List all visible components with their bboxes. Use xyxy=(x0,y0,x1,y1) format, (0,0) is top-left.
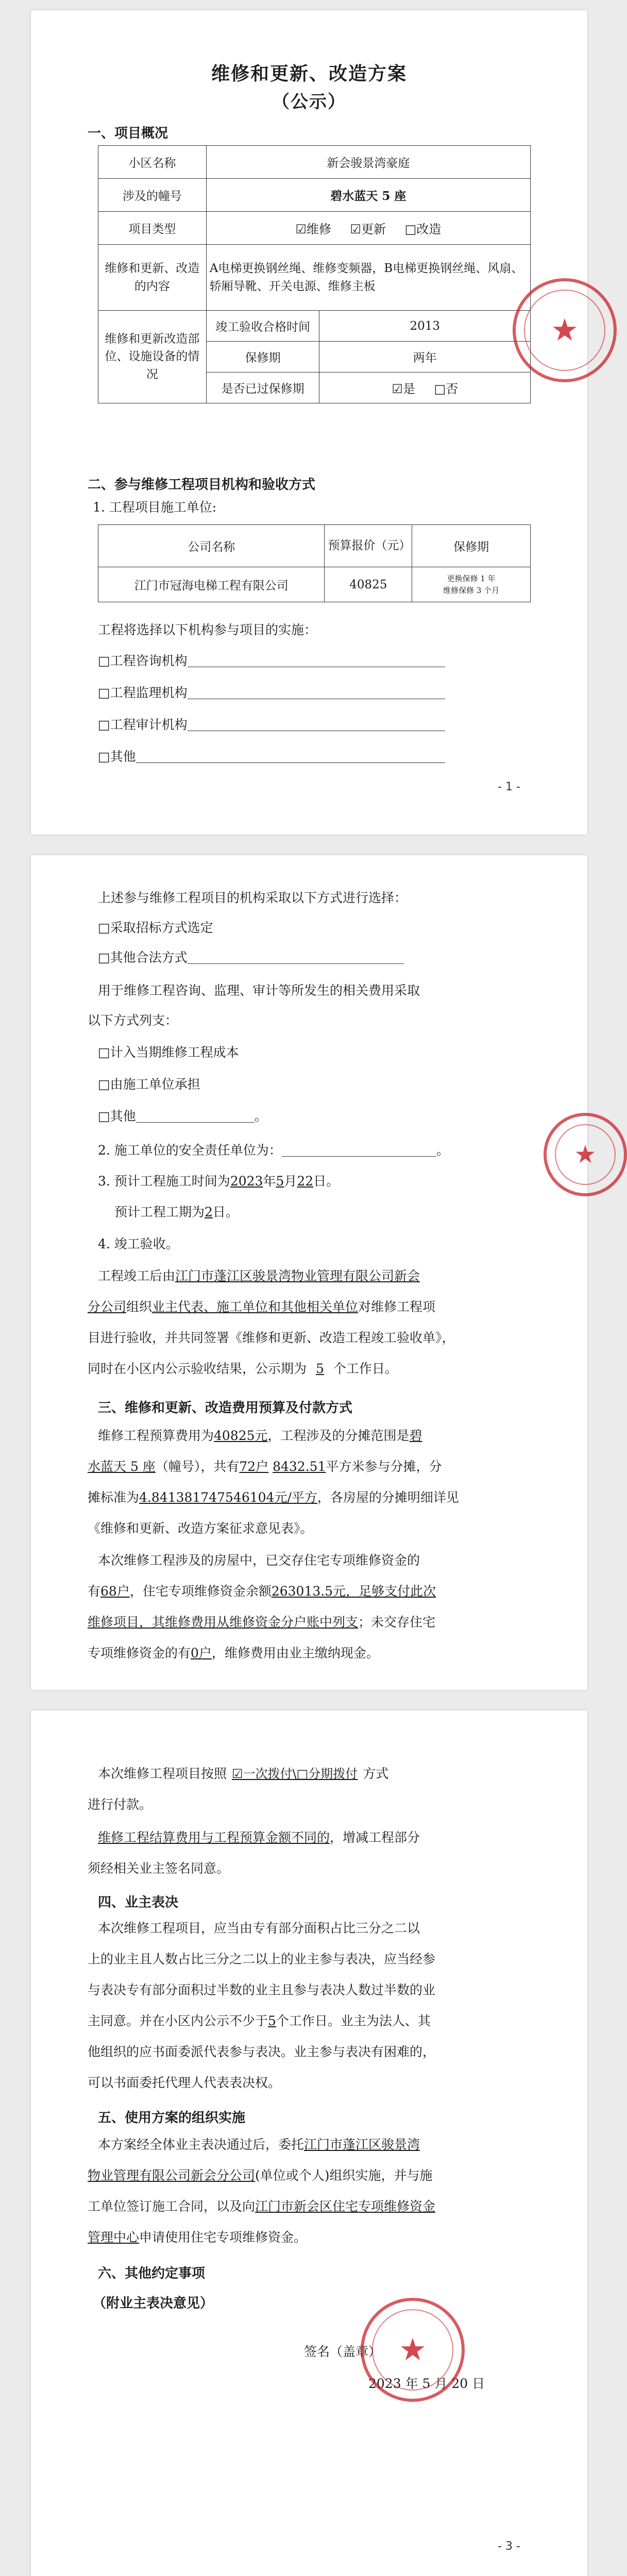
f-l2b: 68户 xyxy=(100,1584,130,1599)
org-line-3 xyxy=(88,2200,435,2213)
acc-l2d: 对维修工程项 xyxy=(358,1299,436,1314)
difference-line-1 xyxy=(98,1831,420,1844)
b-l2d: 8432.51 xyxy=(273,1459,326,1474)
org-line-4 xyxy=(88,2231,307,2244)
b-l1b: 40825元 xyxy=(214,1428,268,1443)
section-6-note: （附业主表决意见） xyxy=(93,2296,214,2311)
acc-l2a: 分公司 xyxy=(88,1299,127,1314)
o-l4b: 申请使用住宅专项维修资金。 xyxy=(139,2230,307,2245)
f-l3b: ；未交存住宅 xyxy=(358,1615,436,1630)
cost-method-intro-1: 用于维修工程咨询、监理、审计等所发生的相关费用采取 xyxy=(98,983,420,998)
org-supervision-label: □工程监理机构 xyxy=(98,685,188,700)
section-1-heading: 一、项目概况 xyxy=(88,126,168,141)
seal-star-icon-3: ★ xyxy=(399,2332,427,2368)
warranty-label: 保修期 xyxy=(206,342,319,372)
section-3-heading: 三、维修和更新、改造费用预算及付款方式 xyxy=(98,1400,353,1416)
org-other xyxy=(98,750,445,763)
pay-l1a: 本次维修工程项目按照 xyxy=(98,1766,227,1781)
community-name-label: 小区名称 xyxy=(98,146,207,179)
payment-line-1 xyxy=(98,1767,388,1780)
o-l2a: 物业管理有限公司新会分公司 xyxy=(88,2168,256,2183)
completion-time-label: 竣工验收合格时间 xyxy=(206,311,319,342)
type-repair-checkbox: ☑维修 xyxy=(295,222,331,236)
project-type-label: 项目类型 xyxy=(98,212,207,245)
f-l2c: ，住宅专项维修资金余额 xyxy=(129,1584,272,1599)
orgs-intro: 工程将选择以下机构参与项目的实施： xyxy=(98,622,317,637)
vote-line-3: 与表决专有部分面积过半数的业主且参与表决人数过半数的业 xyxy=(88,1982,436,1997)
building-value: 碧水蓝天 5 座 xyxy=(206,179,530,212)
acc-l4b: 5 xyxy=(316,1361,324,1376)
diff-l1a: 维修工程结算费用与工程预算金额不同的 xyxy=(98,1830,330,1845)
company-name-header: 公司名称 xyxy=(98,525,325,567)
budget-line-1 xyxy=(98,1429,422,1442)
warranty-expired-options xyxy=(319,372,531,403)
cost-option-1: □计入当期维修工程成本 xyxy=(98,1045,239,1060)
b-l1a: 维修工程预算费用为 xyxy=(98,1428,214,1443)
budget-line-3 xyxy=(88,1491,459,1504)
safety-unit-item: 2. 施工单位的安全责任单位为： 。 xyxy=(98,1143,449,1158)
warranty-repair-text: 维修保修 3 个月 xyxy=(443,585,500,595)
company-name-cell: 江门市冠海电梯工程有限公司 xyxy=(98,567,325,602)
contractor-item-label: 1. 工程项目施工单位: xyxy=(93,500,217,515)
duration-value: 2 xyxy=(205,1205,213,1219)
community-name-value: 新会骏景湾豪庭 xyxy=(206,146,530,179)
seal-star-icon: ★ xyxy=(551,312,579,348)
budget-line-2 xyxy=(88,1460,442,1473)
method-tender: □采取招标方式选定 xyxy=(98,920,213,935)
o-l3b: 江门市新会区住宅专项维修资金 xyxy=(255,2199,436,2214)
schedule-year-unit: 年 xyxy=(263,1174,276,1189)
type-update-checkbox: ☑更新 xyxy=(350,222,386,236)
duration-unit: 日。 xyxy=(212,1205,239,1219)
o-l4a: 管理中心 xyxy=(88,2230,140,2245)
seal-text xyxy=(516,293,614,303)
acc-l2c: 业主代表、施工单位和其他相关单位 xyxy=(152,1299,359,1314)
schedule-label: 3. 预计工程施工时间为 xyxy=(98,1174,230,1189)
document-title: 维修和更新、改造方案 xyxy=(211,63,407,84)
o-l3a: 工单位签订施工合同，以及向 xyxy=(88,2199,256,2214)
f-l2a: 有 xyxy=(88,1584,101,1599)
document-subtitle: （公示） xyxy=(272,92,346,112)
acceptance-line-3: 目进行验收，并共同签署《维修和更新、改造工程竣工验收单》， xyxy=(88,1330,455,1345)
facility-status-label: 维修和更新改造部位、设施设备的情况 xyxy=(98,311,207,403)
expired-yes-checkbox: ☑是 xyxy=(392,382,415,396)
b-l1c: ，工程涉及的分摊范围是 xyxy=(267,1428,410,1443)
cost-option-2: □由施工单位承担 xyxy=(98,1077,200,1092)
acceptance-line-4 xyxy=(88,1362,398,1375)
content-label: 维修和更新、改造的内容 xyxy=(98,245,207,311)
schedule-year: 2023 xyxy=(230,1174,263,1189)
fund-line-4 xyxy=(88,1647,379,1659)
section-5-heading: 五、使用方案的组织实施 xyxy=(98,2110,246,2126)
company-seal-page1 xyxy=(513,278,617,382)
project-overview-table xyxy=(98,145,531,403)
org-audit xyxy=(98,718,445,731)
acceptance-line-1 xyxy=(98,1269,420,1282)
schedule-month-unit: 月 xyxy=(284,1174,297,1189)
v-l4b: 5 xyxy=(268,2013,276,2028)
fund-line-2 xyxy=(88,1585,436,1598)
cost-method-intro-2: 以下方式列支： xyxy=(88,1013,178,1028)
vote-line-2: 上的业主且人数占比三分之二以上的业主参与表决，应当经参 xyxy=(88,1952,436,1967)
warranty-expired-label: 是否已过保修期 xyxy=(206,372,319,403)
difference-line-2: 须经相关业主签名同意。 xyxy=(88,1861,230,1876)
org-line-1 xyxy=(98,2138,420,2151)
b-l3c: ，各房屋的分摊明细详见 xyxy=(317,1490,459,1505)
acceptance-line-2 xyxy=(88,1300,435,1313)
method-other-label: □其他合法方式 xyxy=(98,950,188,965)
b-l1d: 碧 xyxy=(409,1428,422,1443)
contractor-table xyxy=(98,524,531,602)
o-l2b: (单位或个人)组织实施，并与施 xyxy=(255,2168,433,2183)
acceptance-item: 4. 竣工验收。 xyxy=(98,1236,179,1251)
vote-line-4 xyxy=(88,2014,431,2027)
warranty-replace-text: 更换保修 1 年 xyxy=(447,574,496,583)
content-value: A电梯更换钢丝绳、维修变频器，B电梯更换钢丝绳、风扇、轿厢导靴、开关电源、维修主板 xyxy=(206,245,530,311)
budget-line-4: 《维修和更新、改造方案征求意见表》。 xyxy=(88,1521,313,1536)
org-consulting-label: □工程咨询机构 xyxy=(98,653,188,668)
document-page-3 xyxy=(31,1710,587,2576)
v-l4a: 主同意。并在小区内公示不少于 xyxy=(88,2013,268,2028)
safety-unit-label: 2. 施工单位的安全责任单位为： xyxy=(98,1143,282,1158)
org-audit-label: □工程审计机构 xyxy=(98,717,188,732)
schedule-month: 5 xyxy=(276,1174,284,1189)
budget-price-cell: 40825 xyxy=(325,567,412,602)
page-number-1: - 1 - xyxy=(498,781,520,793)
schedule-item xyxy=(98,1175,339,1188)
company-seal-page3 xyxy=(361,2298,465,2402)
f-l3a: 维修项目，其维修费用从维修资金分户账中列支 xyxy=(88,1615,359,1630)
document-page-2 xyxy=(31,855,597,1690)
duration-item xyxy=(114,1206,239,1218)
schedule-day-unit: 日。 xyxy=(313,1174,340,1189)
seal-star-icon-2: ★ xyxy=(574,1140,597,1169)
o-l1b: 江门市蓬江区骏景湾 xyxy=(304,2137,420,2152)
signature-date: 2023 年 5 月 20 日 xyxy=(368,2376,485,2391)
building-label: 涉及的幢号 xyxy=(98,179,207,212)
section-4-heading: 四、业主表决 xyxy=(98,1895,179,1910)
pay-l1c: 方式 xyxy=(363,1766,389,1781)
schedule-day: 22 xyxy=(297,1174,314,1189)
payment-method-options: ☑一次拨付\□分期拨付 xyxy=(232,1767,358,1781)
duration-label: 预计工程工期为 xyxy=(114,1205,205,1219)
org-line-2 xyxy=(88,2169,433,2182)
acc-l2b: 组织 xyxy=(126,1299,152,1314)
cost-option-3: □其他 。 xyxy=(98,1109,267,1124)
org-supervision xyxy=(98,686,445,699)
v-l4c: 个工作日。业主为法人、其 xyxy=(276,2013,431,2028)
b-l2b: （幢号），共有 xyxy=(155,1459,240,1474)
fund-line-1: 本次维修工程涉及的房屋中，已交存住宅专项维修资金的 xyxy=(98,1553,420,1568)
type-renovate-checkbox: □改造 xyxy=(404,222,442,236)
f-l2e: ，足够支付此次 xyxy=(346,1584,436,1599)
b-l3a: 摊标准为 xyxy=(88,1490,140,1505)
payment-line-2: 进行付款。 xyxy=(88,1797,152,1812)
cost-option-3-label: □其他 xyxy=(98,1109,136,1124)
project-type-options xyxy=(206,212,530,245)
diff-l1b: ，增减工程部分 xyxy=(330,1830,420,1845)
completion-time-value: 2013 xyxy=(319,311,531,342)
f-l4b: 0户 xyxy=(191,1646,212,1660)
b-l2a: 水蓝天 5 座 xyxy=(88,1459,156,1474)
fund-line-3 xyxy=(88,1616,435,1629)
section-6-heading: 六、其他约定事项 xyxy=(98,2266,206,2281)
acc-l4a: 同时在小区内公示验收结果，公示期为 xyxy=(88,1361,307,1376)
org-other-label: □其他 xyxy=(98,749,136,764)
acc-l4c: 个工作日。 xyxy=(333,1361,398,1376)
b-l2e: 平方米参与分摊，分 xyxy=(326,1459,442,1474)
warranty-header: 保修期 xyxy=(412,525,531,567)
vote-line-5: 他组织的应书面委派代表参与表决。业主参与表决有困难的， xyxy=(88,2044,436,2059)
company-seal-page2 xyxy=(544,1113,627,1196)
f-l2d: 263013.5元 xyxy=(271,1584,346,1599)
b-l3b: 4.841381747546104元/平方 xyxy=(139,1490,317,1505)
document-page-1 xyxy=(31,10,587,835)
o-l1a: 本方案经全体业主表决通过后，委托 xyxy=(98,2137,304,2152)
f-l4a: 专项维修资金的有 xyxy=(88,1646,191,1660)
expired-no-checkbox: □否 xyxy=(434,382,459,396)
acc-l1b: 江门市蓬江区骏景湾物业管理有限公司新会 xyxy=(175,1268,420,1283)
budget-price-header: 预算报价（元） xyxy=(325,525,412,567)
warranty-value: 两年 xyxy=(319,342,531,372)
warranty-cell xyxy=(412,567,531,602)
vote-line-6: 可以书面委托代理人代表表决权。 xyxy=(88,2075,281,2090)
selection-method-intro: 上述参与维修工程项目的机构采取以下方式进行选择： xyxy=(98,890,408,905)
method-other xyxy=(98,951,404,964)
page-number-3: - 3 - xyxy=(498,2540,520,2553)
signature-label: 签名（盖章） xyxy=(304,2344,382,2359)
org-consulting xyxy=(98,654,445,667)
section-2-heading: 二、参与维修工程项目机构和验收方式 xyxy=(88,477,316,493)
b-l2c: 72户 xyxy=(239,1459,269,1474)
f-l4c: ，维修费用由业主缴纳现金。 xyxy=(211,1646,379,1660)
vote-line-1: 本次维修工程项目，应当由专有部分面积占比三分之二以 xyxy=(98,1921,420,1936)
acc-l1a: 工程竣工后由 xyxy=(98,1268,176,1283)
